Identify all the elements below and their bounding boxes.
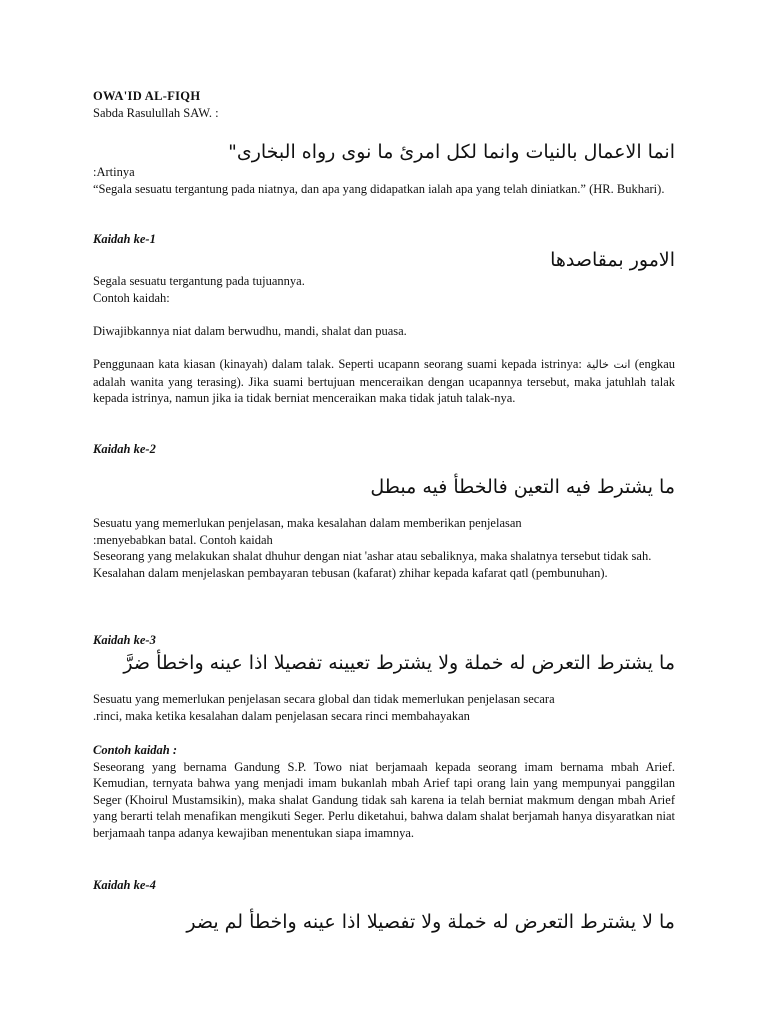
kaidah-3-contoh: [93, 742, 675, 841]
kaidah-2-line-2: :menyebabkan batal. Contoh kaidah: [93, 532, 273, 547]
kaidah-1-example-2-arabic: انت خالية: [586, 358, 631, 371]
kaidah-4-arabic: ما لا يشترط التعرض له خملة ولا تفصيلا اذا عينه واخطأ لم يضر: [186, 911, 675, 933]
kaidah-2-example-2: Kesalahan dalam menjelaskan pembayaran tebusan (kafarat) zhihar kepada kafarat qatl (pembunuhan).: [93, 565, 608, 580]
kaidah-3-contoh-text: Seseorang yang bernama Gandung S.P. Towo niat berjamaah kepada seorang imam bernama mbah Arief. Kemudian, ternyata bahwa yang menjadi imam bukanlah mbah Arief tapi orang lain yang mempunyai panggilan Seger (Khoirul Mustamsikin), maka shalat Gandung tidak sah karena ia telah berniat makmum dengan mbah Arief yang berarti telah menafikan mengikuti Seger. Perlu diketahui, bahwa dalam shalat berjamah hanya disyaratkan niat berjamaah tanpa adanya kewajiban menentukan siapa imamnya.: [93, 759, 675, 840]
artinya-text: “Segala sesuatu tergantung pada niatnya, dan apa yang didapatkan ialah apa yang telah diniatkan.” (HR. Bukhari).: [93, 181, 665, 196]
kaidah-1-example-2-text-a: Penggunaan kata kiasan (kinayah) dalam talak. Seperti ucapann seorang suami kepada istrinya:: [93, 357, 582, 371]
kaidah-2-arabic: ما يشترط فيه التعين فالخطأ فيه مبطل: [370, 476, 675, 498]
kaidah-3-heading: Kaidah ke-3: [93, 633, 156, 647]
hadith-arabic: انما الاعمال بالنيات وانما لكل امرئ ما نوى رواه البخارى": [228, 141, 675, 163]
kaidah-3-body: [93, 691, 675, 724]
kaidah-2-example-1: Seseorang yang melakukan shalat dhuhur dengan niat 'ashar atau sebaliknya, maka shalatnya tersebut tidak sah.: [93, 549, 652, 563]
document-header: [93, 88, 675, 121]
kaidah-3-line-2: .rinci, maka ketika kesalahan dalam penjelasan secara rinci membahayakan: [93, 708, 470, 723]
intro-line: Sabda Rasulullah SAW. :: [93, 105, 219, 120]
kaidah-1-example-2-text-b: (engkau adalah wanita yang terasing). Jika suami bertujuan menceraikan dengan ucapannya tersebut, maka jatuhlah talak kepada istrinya, namun jika ia tidak berniat menceraikan maka tidak jatuh talak-nya.: [93, 357, 676, 405]
kaidah-1-meaning: Segala sesuatu tergantung pada tujuannya.: [93, 274, 305, 288]
kaidah-2-heading: Kaidah ke-2: [93, 442, 156, 456]
artinya-section: [93, 164, 675, 197]
kaidah-4-heading: Kaidah ke-4: [93, 878, 156, 892]
artinya-label: :Artinya: [93, 165, 135, 179]
kaidah-1-heading: Kaidah ke-1: [93, 232, 156, 246]
kaidah-3-line-1: Sesuatu yang memerlukan penjelasan secara global dan tidak memerlukan penjelasan secara: [93, 692, 555, 706]
kaidah-3-contoh-label: Contoh kaidah :: [93, 743, 178, 757]
kaidah-1-arabic: الامور بمقاصدها: [550, 249, 675, 271]
kaidah-2-body: [93, 515, 675, 581]
kaidah-1-contoh-label: Contoh kaidah:: [93, 290, 170, 305]
kaidah-1-example-2: [93, 356, 675, 407]
kaidah-2-line-1: Sesuatu yang memerlukan penjelasan, maka kesalahan dalam memberikan penjelasan: [93, 516, 522, 530]
kaidah-1-example-1: Diwajibkannya niat dalam berwudhu, mandi, shalat dan puasa.: [93, 324, 407, 338]
kaidah-1-body: [93, 273, 675, 306]
document-title: OWA'ID AL-FIQH: [93, 89, 201, 103]
kaidah-3-arabic: ما يشترط التعرض له خملة ولا يشترط تعيينه تفصيلا اذا عينه واخطأ ضرَّ: [123, 652, 675, 674]
